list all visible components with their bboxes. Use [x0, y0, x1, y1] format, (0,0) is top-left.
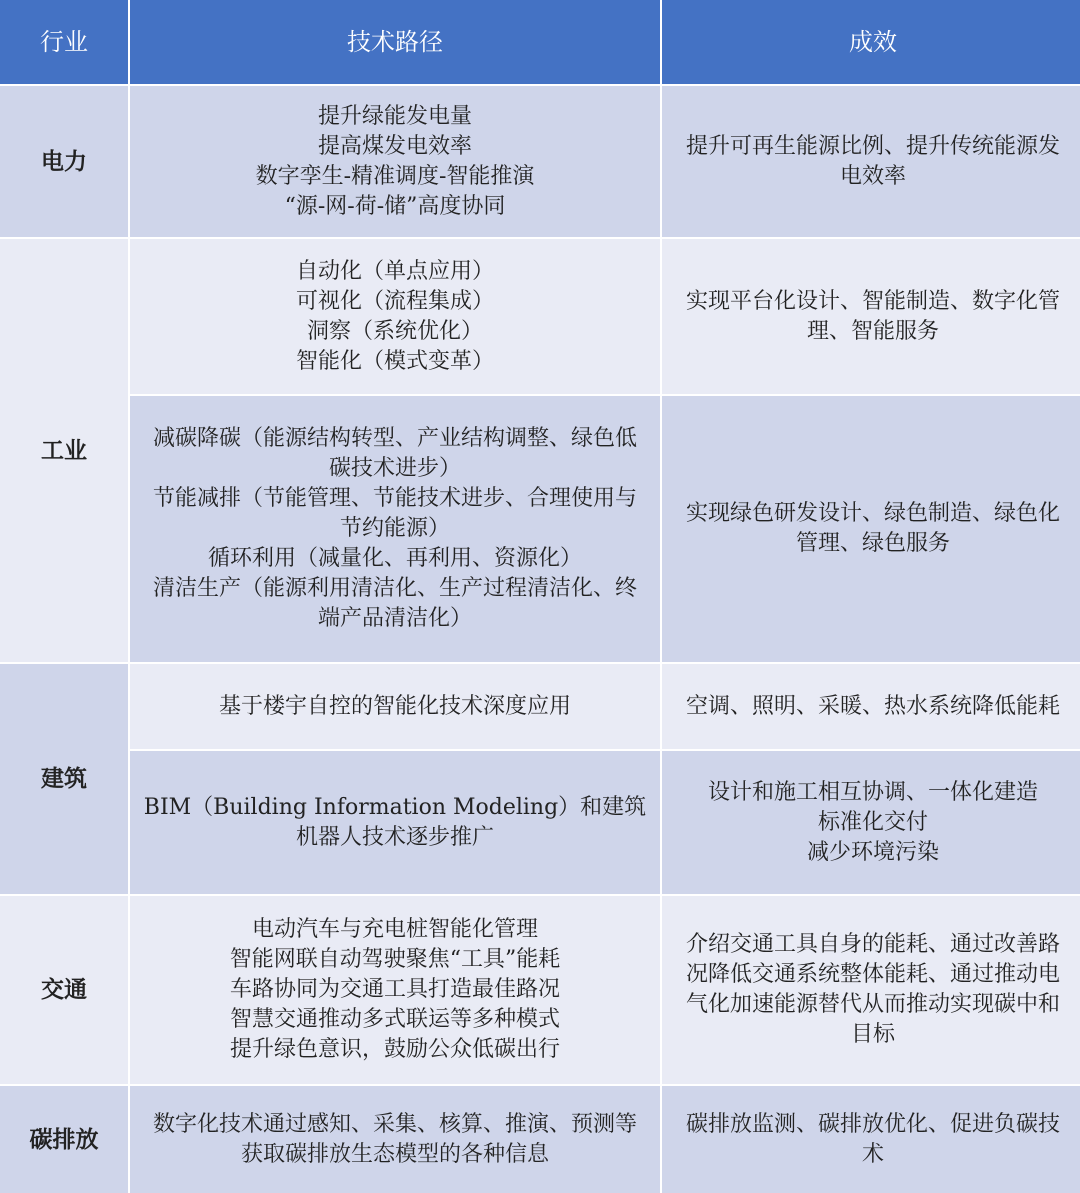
building-tech-path-2 [130, 751, 660, 894]
transport-effect [662, 896, 1080, 1084]
manufacturing-path-line: 可视化（流程集成） [295, 288, 494, 314]
header-tech-path: 技术路径 [130, 0, 660, 84]
carbon-tech-path [130, 1086, 660, 1193]
power-path-line: “源-网-荷-储”高度协同 [284, 193, 506, 219]
manufacturing-path-line: 自动化（单点应用） [295, 258, 494, 284]
carbon-effect-text: 碳排放监测、碳排放优化、促进负碳技术 [685, 1111, 1060, 1167]
transport-path-line: 智慧交通推动多式联运等多种模式 [229, 1007, 560, 1032]
industry-building: 建筑 [0, 664, 128, 894]
transport-path-line: 智能网联自动驾驶聚焦“工具”能耗 [229, 947, 561, 972]
power-path-line: 提升绿能发电量 [317, 103, 472, 129]
manufacturing-path-line: 智能化（模式变革） [295, 348, 494, 374]
manufacturing-effect-1 [662, 239, 1080, 394]
building-path-text: BIM（Building Information Modeling）和建筑机器人技术逐步推广 [143, 794, 647, 850]
manufacturing-path-item: 节能减排（节能管理、节能技术进步、合理使用与节约能源） [152, 486, 637, 541]
carbon-path-text: 数字化技术通过感知、采集、核算、推演、预测等获取碳排放生态模型的各种信息 [152, 1111, 637, 1167]
header-effect: 成效 [662, 0, 1080, 84]
carbon-effect [662, 1086, 1080, 1193]
industry-transport: 交通 [0, 896, 128, 1084]
transport-path-line: 提升绿色意识，鼓励公众低碳出行 [229, 1037, 560, 1062]
manufacturing-effect-2 [662, 396, 1080, 662]
power-path-line: 提高煤发电效率 [317, 133, 472, 159]
industry-power: 电力 [0, 86, 128, 237]
manufacturing-path-item: 减碳降碳（能源结构转型、产业结构调整、绿色低碳技术进步） [152, 426, 637, 481]
building-effect-1 [662, 664, 1080, 749]
manufacturing-tech-path-1 [130, 239, 660, 394]
manufacturing-path-item: 清洁生产（能源利用清洁化、生产过程清洁化、终端产品清洁化） [152, 576, 637, 631]
building-effect-line: 标准化交付 [817, 809, 928, 835]
building-effect-line: 设计和施工相互协调、一体化建造 [707, 779, 1038, 805]
manufacturing-effect-text: 实现绿色研发设计、绿色制造、绿色化管理、绿色服务 [685, 501, 1060, 556]
building-effect-2 [662, 751, 1080, 894]
transport-path-line: 电动汽车与充电桩智能化管理 [251, 917, 538, 942]
building-effect-line: 减少环境污染 [806, 839, 939, 865]
power-effect [662, 86, 1080, 237]
transport-tech-path [130, 896, 660, 1084]
manufacturing-effect-text: 实现平台化设计、智能制造、数字化管理、智能服务 [685, 288, 1060, 344]
transport-effect-text: 介绍交通工具自身的能耗、通过改善路况降低交通系统整体能耗、通过推动电气化加速能源替代从而推动实现碳中和目标 [685, 932, 1060, 1047]
building-path-text: 基于楼宇自控的智能化技术深度应用 [218, 693, 571, 719]
manufacturing-tech-path-2 [130, 396, 660, 662]
industry-manufacturing: 工业 [0, 239, 128, 662]
building-effect-text: 空调、照明、采暖、热水系统降低能耗 [685, 693, 1060, 719]
manufacturing-path-line: 洞察（系统优化） [306, 318, 483, 344]
power-tech-path [130, 86, 660, 237]
transport-path-line: 车路协同为交通工具打造最佳路况 [229, 977, 560, 1002]
building-tech-path-1 [130, 664, 660, 749]
power-effect-text: 提升可再生能源比例、提升传统能源发电效率 [685, 133, 1060, 189]
manufacturing-path-item: 循环利用（减量化、再利用、资源化） [207, 546, 582, 571]
industry-carbon-emission: 碳排放 [0, 1086, 128, 1193]
power-path-line: 数字孪生-精准调度-智能推演 [255, 163, 535, 189]
header-industry: 行业 [0, 0, 128, 84]
